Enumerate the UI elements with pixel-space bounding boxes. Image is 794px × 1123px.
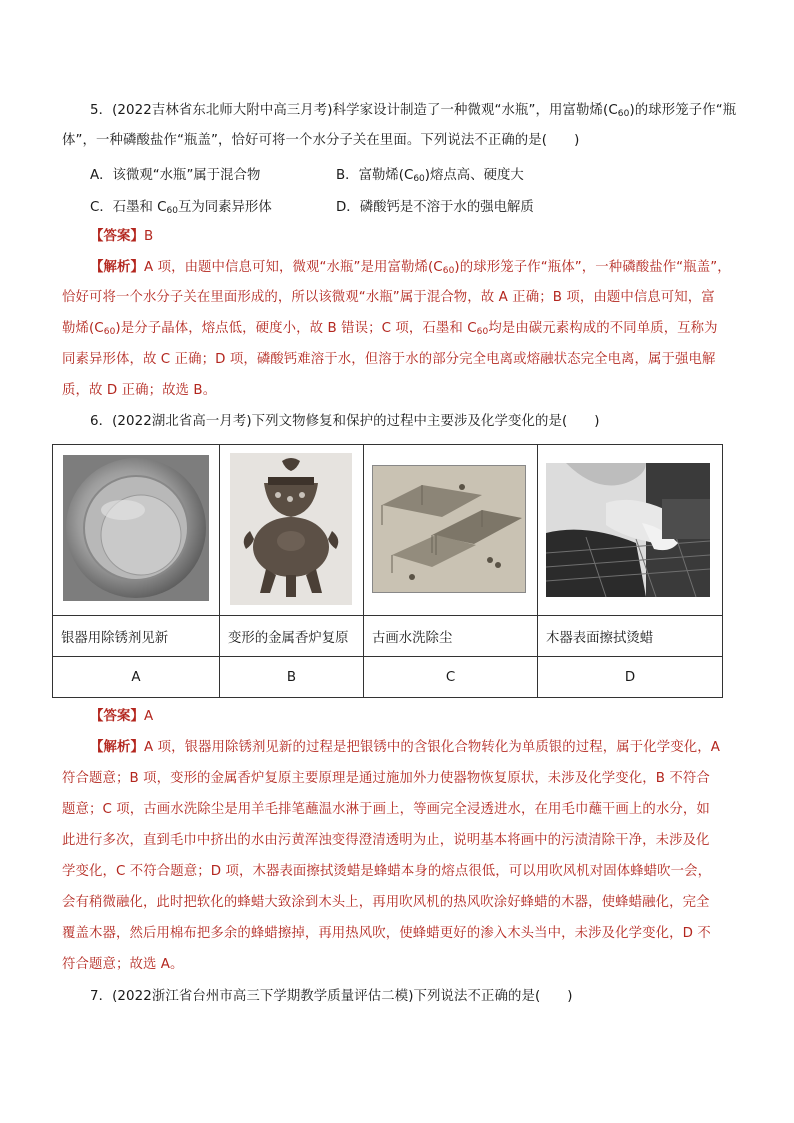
letter-a: A <box>53 657 220 698</box>
q5-analysis-line2: 恰好可将一个水分子关在里面形成的，所以该微观“水瓶”属于混合物，故 A 正确；B 项，由题中信息可知，富 <box>62 290 715 305</box>
q6-analysis-line6: 会有稍微融化，此时把软化的蜂蜡大致涂到木头上，再用吹风机的热风吹涂好蜂蜡的木器，使蜂蜡融化，完全 <box>62 895 710 910</box>
q5-analysis-line5: 质，故 D 正确；故选 B。 <box>62 383 217 398</box>
q5-analysis-line3: 勒烯$(C_{60})$是分子晶体，熔点低，硬度小，故 B 错误；C 项，石墨和 $C_{60}$均是由碳元素构成的不同单质，互称为 <box>62 321 718 337</box>
caption-c: 古画水洗除尘 <box>364 616 538 657</box>
q6-analysis-line1: 【解析】A 项，银器用除锈剂见新的过程是把银锈中的含银化合物转化为单质银的过程，属于化学变化，A <box>90 740 720 755</box>
q6-analysis-line2: 符合题意；B 项，变形的金属香炉复原主要原理是通过施加外力使器物恢复原状，未涉及化学变化，B 不符合 <box>62 771 710 786</box>
q5-option-d: D．磷酸钙是不溶于水的强电解质 <box>336 200 534 215</box>
q5-analysis-line4: 同素异形体，故 C 正确；D 项，磷酸钙难溶于水，但溶于水的部分完全电离或熔融状态完全电离，属于强电解 <box>62 352 716 367</box>
q6-stem: 6．(2022湖北省高一月考)下列文物修复和保护的过程中主要涉及化学变化的是( ) <box>90 414 600 429</box>
caption-d: 木器表面擦拭烫蜡 <box>538 616 723 657</box>
q6-analysis-line5: 学变化，C 不符合题意；D 项，木器表面擦拭烫蜡是蜂蜡本身的熔点很低，可以用吹风机对固体蜂蜡吹一会， <box>62 864 712 879</box>
q6-analysis-line8: 符合题意；故选 A。 <box>62 957 184 972</box>
incense-burner-photo <box>230 453 352 605</box>
image-cell-c <box>364 445 538 616</box>
image-cell-b <box>220 445 364 616</box>
q7-stem: 7．(2022浙江省台州市高三下学期教学质量评估二模)下列说法不正确的是( ) <box>90 989 573 1004</box>
q6-analysis-line7: 覆盖木器，然后用棉布把多余的蜂蜡擦掉，再用热风吹，使蜂蜡更好的渗入木头当中，未涉及化学变化，D 不 <box>62 926 711 941</box>
q5-option-a: A．该微观“水瓶”属于混合物 <box>90 168 261 183</box>
letter-c: C <box>364 657 538 698</box>
q5-answer: 【答案】B <box>90 229 154 244</box>
letter-d: D <box>538 657 723 698</box>
silver-bowl-photo <box>63 455 209 601</box>
q5-stem-line2: 体”，一种磷酸盐作“瓶盖”，恰好可将一个水分子关在里面。下列说法不正确的是( ) <box>62 133 580 148</box>
ancient-painting-photo <box>372 465 526 593</box>
caption-a: 银器用除锈剂见新 <box>53 616 220 657</box>
image-cell-a <box>53 445 220 616</box>
image-cell-d <box>538 445 723 616</box>
q6-analysis-line4: 此进行多次，直到毛巾中挤出的水由污黄浑浊变得澄清透明为止，说明基本将画中的污渍清除干净，未涉及化 <box>62 833 710 848</box>
q5-option-c: C．石墨和 $C_{60}$互为同素异形体 <box>90 200 272 216</box>
q6-analysis-line3: 题意；C 项，古画水洗除尘是用羊毛排笔蘸温水淋于画上，等画完全浸透进水，在用毛巾蘸干画上的水分，如 <box>62 802 710 817</box>
caption-b: 变形的金属香炉复原 <box>220 616 364 657</box>
q5-option-b: B．富勒烯$(C_{60})$熔点高、硬度大 <box>336 168 524 184</box>
q5-stem-line1: 5．(2022吉林省东北师大附中高三月考)科学家设计制造了一种微观“水瓶”，用富勒烯$(C_{60})$的球形笼子作“瓶 <box>90 103 737 119</box>
wood-wax-photo <box>546 463 710 597</box>
q6-image-table <box>52 444 723 698</box>
q6-answer: 【答案】A <box>90 709 154 724</box>
letter-b: B <box>220 657 364 698</box>
q5-analysis-line1: 【解析】A 项，由题中信息可知，微观“水瓶”是用富勒烯$(C_{60})$的球形笼子作“瓶体”，一种磷酸盐作“瓶盖”， <box>90 260 731 276</box>
